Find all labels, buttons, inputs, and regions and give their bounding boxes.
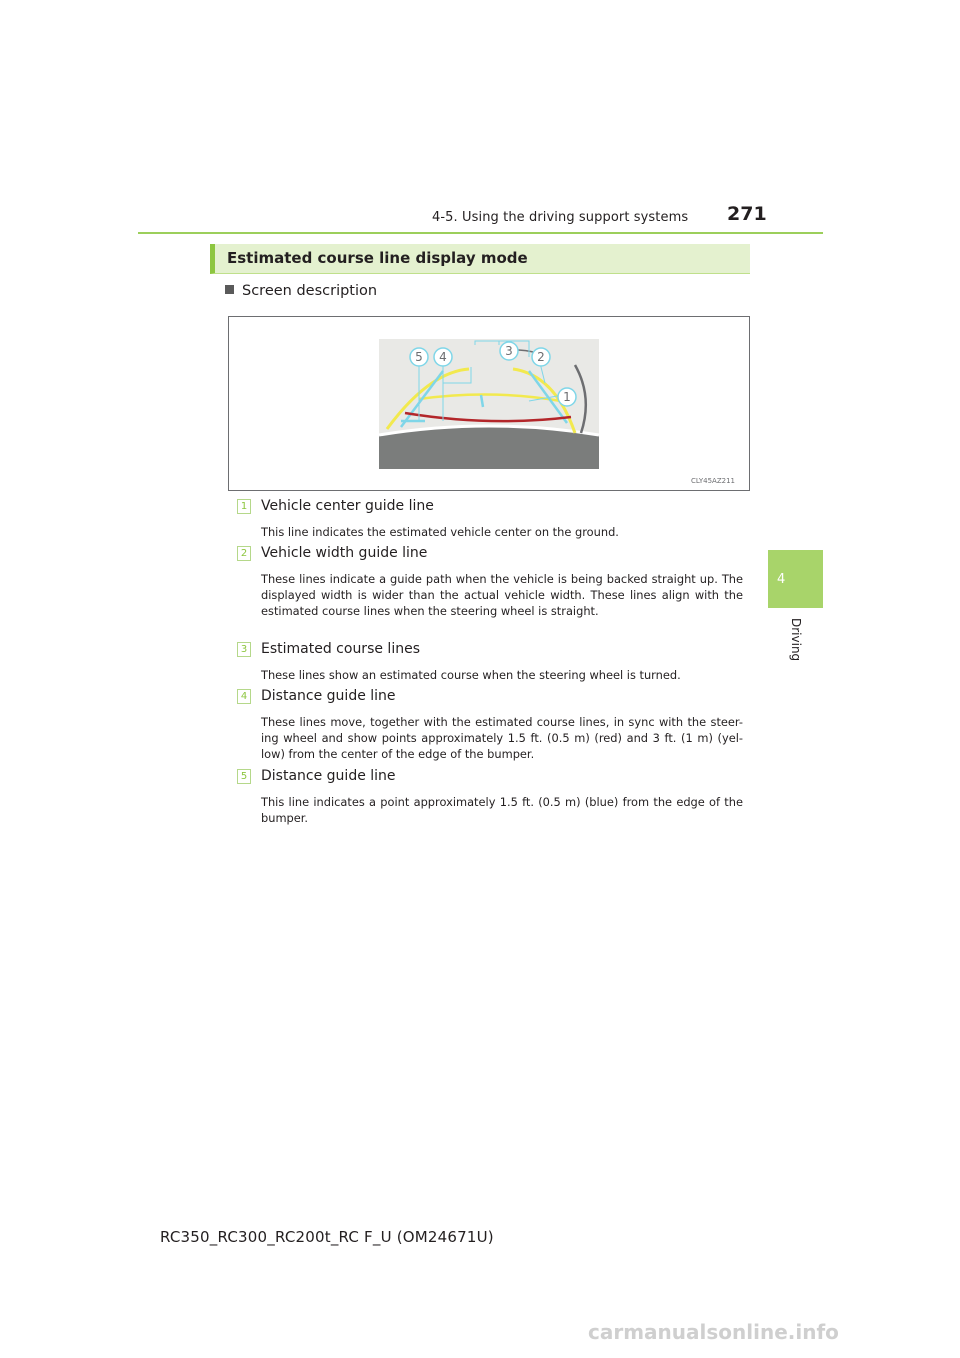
callout-3: 3 bbox=[505, 344, 513, 358]
ground-area bbox=[379, 426, 599, 469]
callout-2: 2 bbox=[537, 350, 545, 364]
sub-heading bbox=[225, 283, 377, 299]
item-title: Vehicle center guide line bbox=[261, 498, 434, 514]
square-bullet-icon bbox=[225, 285, 234, 294]
chapter-tab-number: 4 bbox=[777, 572, 786, 587]
section-title: Estimated course line display mode bbox=[227, 249, 528, 267]
sub-heading-text: Screen description bbox=[242, 283, 378, 299]
item-description: This line indicates the estimated vehicle center on the ground. bbox=[261, 525, 619, 539]
header-rule bbox=[138, 232, 823, 234]
item-title: Vehicle width guide line bbox=[261, 545, 428, 561]
item-number-badge: 4 bbox=[237, 689, 251, 704]
item-number-badge: 5 bbox=[237, 769, 251, 784]
item-number-badge: 2 bbox=[237, 546, 251, 561]
figure-code: CLY45AZ211 bbox=[691, 477, 735, 485]
item-description: These lines show an estimated course when the steering wheel is turned. bbox=[261, 668, 681, 682]
screen-illustration bbox=[228, 316, 750, 491]
item-title: Distance guide line bbox=[261, 688, 396, 704]
header-title: 4-5. Using the driving support systems bbox=[432, 210, 689, 225]
item-description: These lines indicate a guide path when the vehicle is being backed straight up. The displayed width is wider than the actual vehicle width. These lines align with the estimated course lines when the steering wheel is straight. bbox=[261, 572, 743, 618]
watermark-link[interactable]: carmanualsonline.info bbox=[588, 1320, 839, 1344]
item-description: These lines move, together with the estimated course lines, in sync with the steer-ing wheel and show points approximately 1.5 ft. (0.5 m) (red) and 3 ft. (1 m) (yel-low) from the center of the edge of the bumper. bbox=[261, 715, 743, 761]
item-number-badge: 1 bbox=[237, 499, 251, 514]
item-description: This line indicates a point approximately 1.5 ft. (0.5 m) (blue) from the edge of the bumper. bbox=[261, 795, 743, 825]
camera-screen-diagram bbox=[229, 317, 749, 490]
chapter-tab-label: Driving bbox=[789, 618, 803, 662]
callout-5: 5 bbox=[415, 350, 423, 364]
callout-1: 1 bbox=[563, 390, 571, 404]
item-number-badge: 3 bbox=[237, 642, 251, 657]
item-title: Distance guide line bbox=[261, 768, 396, 784]
item-title: Estimated course lines bbox=[261, 641, 420, 657]
callout-4: 4 bbox=[439, 350, 447, 364]
section-heading-bar bbox=[210, 244, 750, 274]
page-number: 271 bbox=[727, 203, 767, 225]
footer-model-code: RC350_RC300_RC200t_RC F_U (OM24671U) bbox=[160, 1228, 494, 1246]
